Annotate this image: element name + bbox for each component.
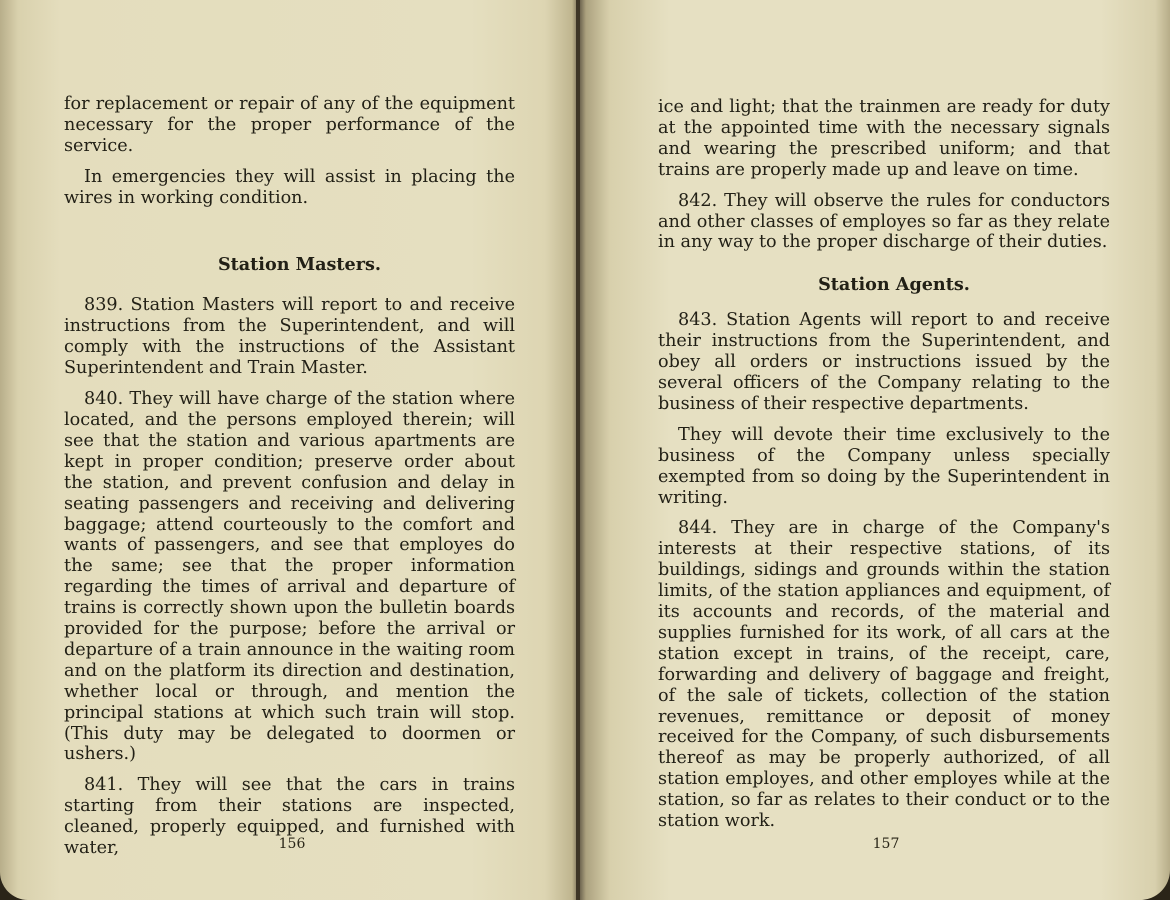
page-number-left: 156	[278, 836, 306, 852]
paragraph-842: 842. They will observe the rules for conductors and other classes of employes so far as they relate in any way to the proper discharge of their duties.	[658, 190, 1110, 253]
paragraph-839: 839. Station Masters will report to and receive instructions from the Superintendent, and will comply with the instructions of the Assistant Superintendent and Train Master.	[64, 295, 515, 379]
paragraph-continued: ice and light; that the trainmen are ready for duty at the appointed time with the necessary signals and wearing the prescribed uniform; and that trains are properly made up and leave on time.	[658, 97, 1110, 180]
page-number-right: 157	[872, 836, 900, 852]
section-heading-station-agents: Station Agents.	[818, 274, 970, 296]
paragraph-841: 841. They will see that the cars in trains starting from their stations are inspected, cleaned, properly equipped, and furnished with water,	[64, 775, 515, 859]
paragraph-843: 843. Station Agents will report to and receive their instructions from the Superintendent, and obey all orders or instructions issued by the several officers of the Company relating to the business of their respective departments.	[658, 310, 1110, 414]
paragraph-emergencies: In emergencies they will assist in placing the wires in working condition.	[64, 166, 515, 208]
right-page-text	[658, 97, 1110, 842]
left-page-text	[64, 94, 515, 869]
paragraph-continued: for replacement or repair of any of the equipment necessary for the proper performance of the service.	[64, 94, 515, 156]
right-page	[580, 0, 1170, 900]
section-heading-station-masters: Station Masters.	[217, 253, 382, 275]
left-page	[0, 0, 578, 900]
paragraph-843-continued: They will devote their time exclusively to the business of the Company unless specially exempted from so doing by the Superintendent in writing.	[658, 424, 1110, 508]
paragraph-844: 844. They are in charge of the Company's interests at their respective stations, of its buildings, sidings and grounds within the station limits, of the station appliances and equipment, of its accounts and records, of the material and supplies furnished for its work, of all cars at the station except in trains, of the receipt, care, forwarding and delivery of baggage and freight, of the sale of tickets, collection of the station revenues, remittance or deposit of money received for the Company, of such disbursements thereof as may be properly authorized, of all station employes, and other employes while at the station, so far as relates to their conduct or to the station work.	[658, 518, 1110, 832]
paragraph-840: 840. They will have charge of the station where located, and the persons employed therein; will see that the station and various apartments are kept in proper condition; preserve order about the station, and prevent confusion and delay in seating passengers and receiving and delivering baggage; attend courteously to the comfort and wants of passengers, and see that employes do the same; see that the proper information regarding the times of arrival and departure of trains is correctly shown upon the bulletin boards provided for the purpose; before the arrival or departure of a train announce in the waiting room and on the platform its direction and destination, whether local or through, and mention the principal stations at which such train will stop. (This duty may be delegated to doormen or ushers.)	[64, 389, 515, 765]
